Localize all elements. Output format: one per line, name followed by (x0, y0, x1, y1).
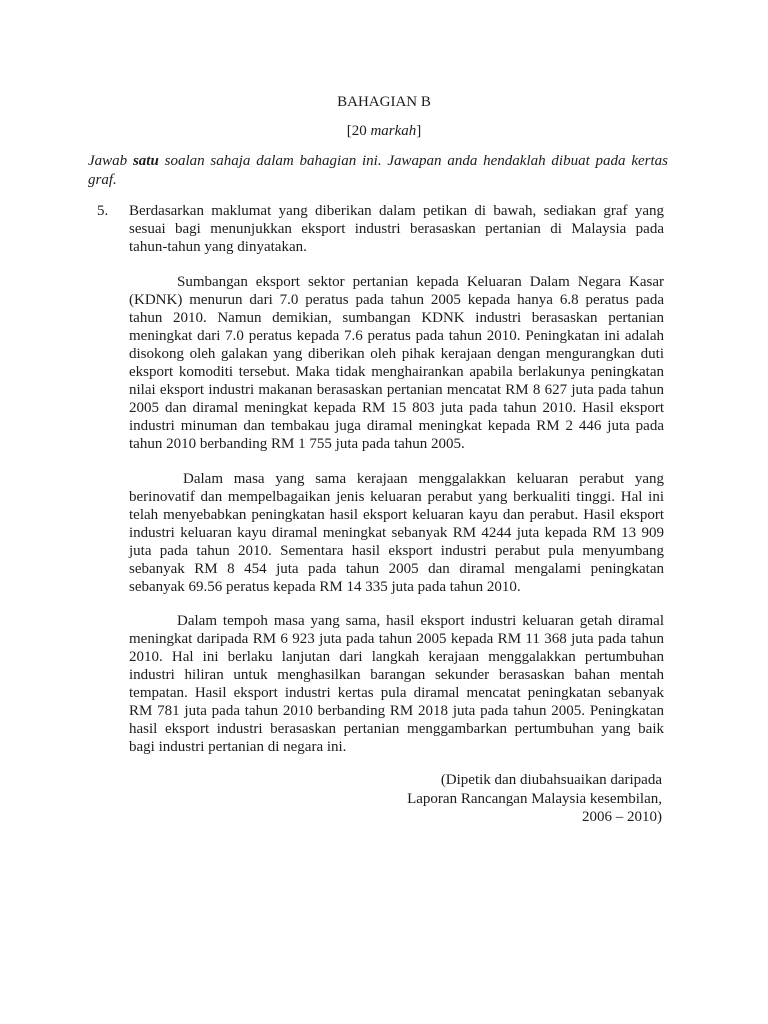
passage-line: industri hiliran untuk menghasilkan barangan sekunder berasaskan bahan mentah (129, 667, 664, 683)
instructions-line: graf. (88, 172, 117, 188)
passage-line: meningkat daripada RM 6 923 juta pada tahun 2005 kepada RM 11 368 juta pada tahun (129, 631, 664, 647)
passage-line: tempatan. Hasil eksport industri kertas pula diramal mencatat peningkatan sebanyak (129, 685, 664, 701)
prompt-line: Berdasarkan maklumat yang diberikan dalam petikan di bawah, sediakan graf yang (129, 203, 664, 219)
passage-line: industri minuman dan tembakau juga diramal meningkat kepada RM 2 446 juta pada (129, 418, 664, 434)
citation-line: (Dipetik dan diubahsuaikan daripada (440, 772, 662, 788)
instructions-line (88, 152, 668, 171)
passage-line: 2010. Hal ini berlaku lanjutan dari langkah kerajaan menggalakkan pertumbuhan (129, 649, 664, 665)
passage-line: (KDNK) menurun dari 7.0 peratus pada tahun 2005 kepada hanya 6.8 peratus pada (129, 292, 664, 308)
section-title: BAHAGIAN B (337, 94, 431, 110)
passage-line: 2005 dan diramal meningkat kepada RM 15 803 juta pada tahun 2010. Hasil eksport (129, 400, 664, 416)
marks-prefix: [20 (346, 123, 367, 139)
marks-suffix: ] (416, 123, 422, 139)
passage-line: Dalam masa yang sama kerajaan menggalakkan keluaran perabut yang (183, 471, 664, 487)
prompt-line: sesuai bagi menunjukkan eksport industri berasaskan pertanian di Malaysia pada (129, 221, 664, 237)
passage-line: disokong oleh galakan yang diberikan oleh pihak kerajaan dengan mengurangkan duti (129, 346, 664, 362)
instructions-prefix: Jawab (88, 153, 128, 169)
instructions (88, 152, 668, 190)
marks-label (0, 122, 768, 140)
prompt-line: tahun-tahun yang dinyatakan. (129, 239, 307, 255)
citation-line: 2006 – 2010) (582, 809, 662, 825)
passage-line: meningkat dari 7.0 peratus kepada 7.6 peratus pada tahun 2010. Peningkatan ini adalah (129, 328, 664, 344)
instructions-emphasis: satu (132, 153, 159, 169)
passage-line: hasil eksport industri berasaskan pertanian menggambarkan pertumbuhan yang baik (129, 721, 664, 737)
passage-line: berinovatif dan mempelbagaikan jenis keluaran perabut yang berkualiti tinggi. Hal ini (129, 489, 664, 505)
passage-line: industri keluaran kayu diramal meningkat sebanyak RM 4244 juta kepada RM 13 909 (129, 525, 664, 541)
instructions-rest: soalan sahaja dalam bahagian ini. Jawapan anda hendaklah dibuat pada kertas (164, 153, 668, 169)
passage-line: juta pada tahun 2010. Sementara hasil eksport industri perabut pula menyumbang (129, 543, 664, 559)
passage-paragraph (129, 470, 664, 596)
source-citation (129, 771, 662, 827)
passage-line: tahun 2010. Namun demikian, sumbangan KDNK industri berasaskan pertanian (129, 310, 664, 326)
passage-line: eksport komoditi tersebut. Maka tidak menghairankan apabila berlakunya peningkatan (129, 364, 664, 380)
passage-line: telah menyebabkan peningkatan hasil eksport keluaran kayu dan perabut. Hasil eksport (129, 507, 664, 523)
citation-line: Laporan Rancangan Malaysia kesembilan, (407, 790, 662, 807)
passage-paragraph (129, 612, 664, 756)
passage-line: sebanyak 69.56 peratus kepada RM 14 335 juta pada tahun 2010. (129, 579, 521, 595)
passage-line: tahun 2010 berbanding RM 1 755 juta pada tahun 2005. (129, 436, 465, 452)
passage-line: bagi industri pertanian di negara ini. (129, 739, 347, 755)
passage-line: RM 781 juta pada tahun 2010 berbanding RM 2018 juta pada tahun 2005. Peningkatan (129, 703, 664, 719)
question-number: 5. (97, 203, 109, 219)
question-prompt (129, 202, 664, 256)
passage-paragraph (129, 273, 664, 453)
passage-line: Sumbangan eksport sektor pertanian kepada Keluaran Dalam Negara Kasar (177, 274, 664, 290)
passage-line: Dalam tempoh masa yang sama, hasil eksport industri keluaran getah diramal (177, 613, 664, 629)
passage-line: nilai eksport industri makanan berasaskan pertanian mencatat RM 8 627 juta pada tahun (129, 382, 664, 398)
marks-word: markah (370, 123, 417, 139)
passage-line: sebanyak RM 8 454 juta pada tahun 2005 dan diramal mengalami peningkatan (129, 561, 664, 577)
